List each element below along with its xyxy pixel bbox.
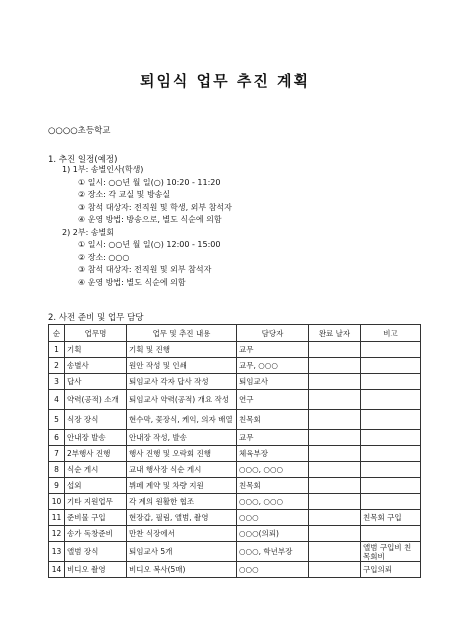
table-row [49, 526, 421, 542]
task-name: 식장 장식 [65, 410, 127, 430]
task-owner: 친목회 [237, 410, 309, 430]
task-note [361, 390, 421, 410]
table-row [49, 542, 421, 562]
task-content: 퇴임교사 약력(공적) 개요 작성 [127, 390, 237, 410]
row-number: 11 [49, 510, 65, 526]
table-row [49, 410, 421, 430]
section-2-heading: 2. 사전 준비 및 업무 담당 [48, 313, 144, 323]
schedule-line: 2) 2부: 송별회 [62, 227, 114, 237]
task-owner: ○○○ [237, 562, 309, 578]
task-name: 앨범 장식 [65, 542, 127, 562]
task-note [361, 374, 421, 390]
completion-date [309, 358, 361, 374]
row-number: 5 [49, 410, 65, 430]
completion-date [309, 478, 361, 494]
document-title: 퇴임식 업무 추진 계획 [139, 72, 311, 90]
schedule-line: ④ 운영 방법: 방송으로, 별도 식순에 의함 [78, 215, 222, 224]
task-note: 구입의뢰 [361, 562, 421, 578]
completion-date [309, 542, 361, 562]
task-owner: 친목회 [237, 478, 309, 494]
column-header: 순 [49, 325, 65, 342]
schedule-line: ② 장소: 각 교실 및 방송실 [78, 190, 171, 199]
schedule-line: ① 일시: ○○년 월 일(○) 12:00 - 15:00 [78, 240, 221, 249]
task-note [361, 478, 421, 494]
task-content: 현수막, 꽃장식, 케익, 의자 배열 [127, 410, 237, 430]
table-row [49, 390, 421, 410]
column-header: 비고 [361, 325, 421, 342]
table-row [49, 478, 421, 494]
task-name: 안내장 발송 [65, 430, 127, 446]
task-name: 기획 [65, 342, 127, 358]
task-content: 안내장 작성, 발송 [127, 430, 237, 446]
completion-date [309, 510, 361, 526]
task-owner: 교무 [237, 342, 309, 358]
task-owner: 연구 [237, 390, 309, 410]
table-row [49, 494, 421, 510]
task-content: 각 계의 원활한 협조 [127, 494, 237, 510]
row-number: 6 [49, 430, 65, 446]
completion-date [309, 526, 361, 542]
column-header: 업무명 [65, 325, 127, 342]
table-body [49, 342, 421, 578]
completion-date [309, 342, 361, 358]
task-note [361, 494, 421, 510]
table-row [49, 562, 421, 578]
task-name: 약력(공적) 소개 [65, 390, 127, 410]
task-name: 식순 게시 [65, 462, 127, 478]
task-owner: ○○○, 학년부장 [237, 542, 309, 562]
task-name: 기타 지원업무 [65, 494, 127, 510]
schedule-line: ③ 참석 대상자: 전직원 및 외부 참석자 [78, 265, 212, 274]
task-owner: ○○○ [237, 510, 309, 526]
row-number: 14 [49, 562, 65, 578]
task-note: 친목회 구입 [361, 510, 421, 526]
task-name: 송별사 [65, 358, 127, 374]
schedule-list [48, 164, 232, 289]
task-note [361, 430, 421, 446]
table-row [49, 358, 421, 374]
task-name: 비디오 촬영 [65, 562, 127, 578]
task-note [361, 462, 421, 478]
task-note [361, 410, 421, 430]
task-name: 섭외 [65, 478, 127, 494]
task-content: 행사 진행 및 오락회 진행 [127, 446, 237, 462]
task-note [361, 358, 421, 374]
row-number: 10 [49, 494, 65, 510]
table-row [49, 342, 421, 358]
task-content: 만찬 식장에서 [127, 526, 237, 542]
schedule-line: ④ 운영 방법: 별도 식순에 의함 [78, 277, 186, 287]
completion-date [309, 374, 361, 390]
completion-date [309, 390, 361, 410]
task-name: 답사 [65, 374, 127, 390]
schedule-line: ① 일시: ○○년 월 일(○) 10:20 - 11:20 [78, 177, 221, 187]
completion-date [309, 562, 361, 578]
task-content: 뷔페 계약 및 차량 지원 [127, 478, 237, 494]
column-header: 담당자 [237, 325, 309, 342]
school-name: ○○○○초등학교 [48, 126, 111, 136]
row-number: 13 [49, 542, 65, 562]
column-header: 완료 날자 [309, 325, 361, 342]
task-name: 2부행사 진행 [65, 446, 127, 462]
completion-date [309, 462, 361, 478]
table-row [49, 446, 421, 462]
task-note [361, 526, 421, 542]
completion-date [309, 410, 361, 430]
section-1-heading: 1. 추진 일정(예정) [48, 155, 118, 165]
table-row [49, 430, 421, 446]
task-content: 퇴임교사 5개 [127, 542, 237, 562]
task-content: 교내 행사장 식순 게시 [127, 462, 237, 478]
table-row [49, 510, 421, 526]
task-table [48, 324, 421, 578]
task-content: 원안 작성 및 인쇄 [127, 358, 237, 374]
task-owner: 교무, ○○○ [237, 358, 309, 374]
task-owner: ○○○(의뢰) [237, 526, 309, 542]
row-number: 9 [49, 478, 65, 494]
task-content: 현장갑, 필림, 앨범, 촬영 [127, 510, 237, 526]
schedule-line: ② 장소: ○○○ [78, 252, 130, 262]
task-content: 퇴임교사 각자 답사 작성 [127, 374, 237, 390]
table-row [49, 462, 421, 478]
schedule-line: 1) 1부: 송별인사(학생) [62, 165, 144, 174]
task-note [361, 446, 421, 462]
row-number: 3 [49, 374, 65, 390]
row-number: 1 [49, 342, 65, 358]
task-content: 기획 및 진행 [127, 342, 237, 358]
task-name: 준비물 구입 [65, 510, 127, 526]
task-owner: 체육부장 [237, 446, 309, 462]
completion-date [309, 446, 361, 462]
table-row [49, 374, 421, 390]
row-number: 2 [49, 358, 65, 374]
completion-date [309, 430, 361, 446]
task-owner: ○○○, ○○○ [237, 462, 309, 478]
task-name: 송가 독창준비 [65, 526, 127, 542]
task-owner: 퇴임교사 [237, 374, 309, 390]
task-owner: 교무 [237, 430, 309, 446]
task-note [361, 342, 421, 358]
task-owner: ○○○, ○○○ [237, 494, 309, 510]
task-content: 비디오 복사(5매) [127, 562, 237, 578]
task-note: 앨범 구입비 친목회비 [361, 542, 421, 562]
completion-date [309, 494, 361, 510]
schedule-line: ③ 참석 대상자: 전직원 및 학생, 외부 참석자 [78, 202, 232, 212]
row-number: 12 [49, 526, 65, 542]
row-number: 4 [49, 390, 65, 410]
row-number: 8 [49, 462, 65, 478]
row-number: 7 [49, 446, 65, 462]
table-header-row [49, 325, 421, 342]
column-header: 업무 및 추진 내용 [127, 325, 237, 342]
